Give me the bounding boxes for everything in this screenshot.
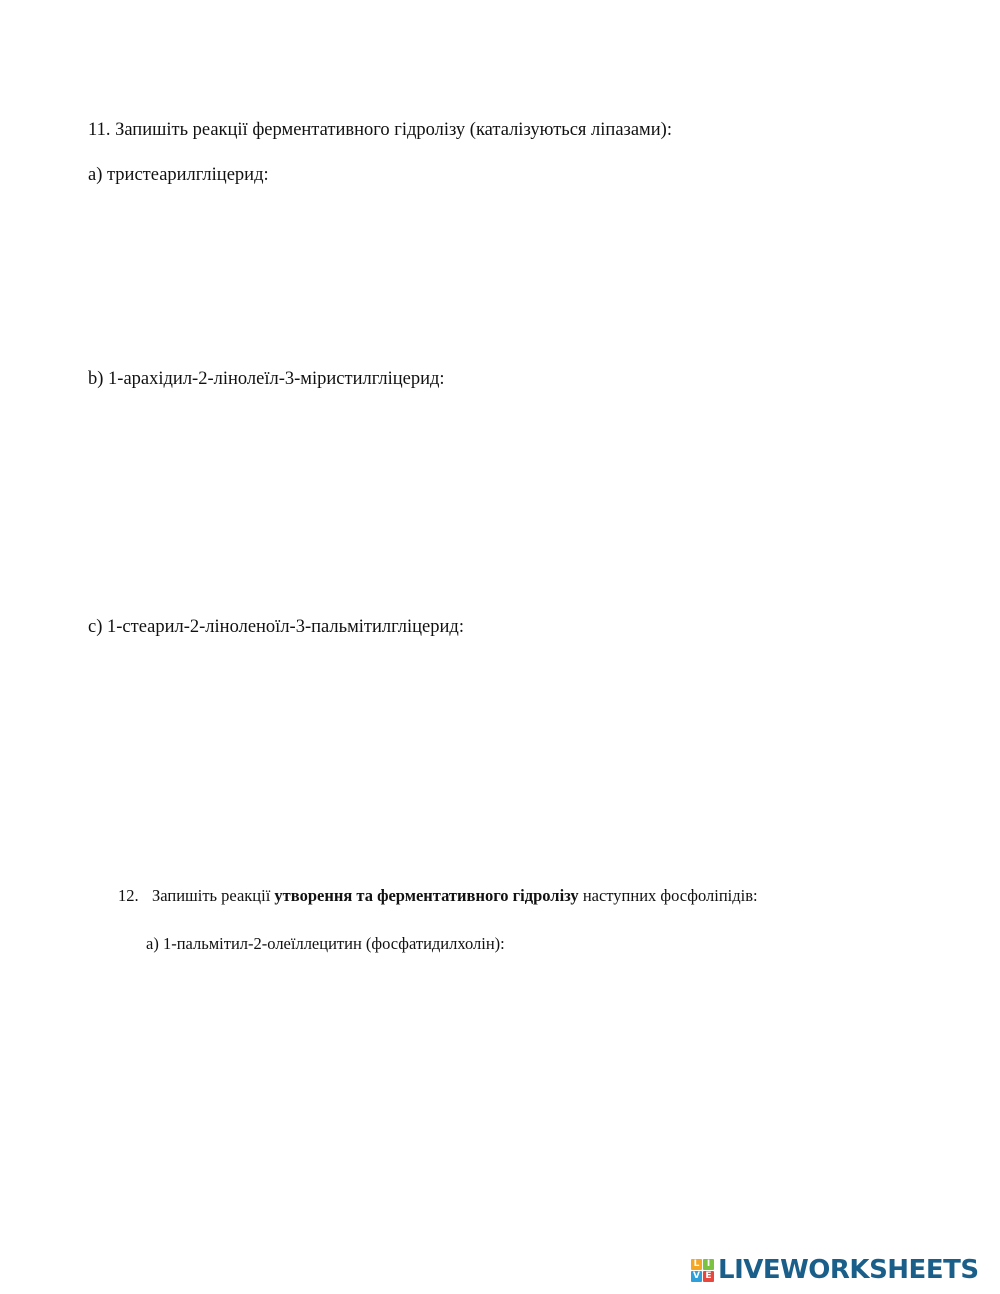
logo-letter-i: I <box>703 1259 714 1270</box>
task-12-rest: наступних фосфоліпідів: <box>582 886 758 905</box>
task-11-item-a: a) тристеарилгліцерид: <box>88 165 269 185</box>
task-12-intro: Запишіть реакції <box>152 886 271 905</box>
task-12-number: 12. <box>118 886 139 905</box>
liveworksheets-logo-icon <box>691 1259 714 1282</box>
logo-letter-l: L <box>691 1259 702 1270</box>
task-11-title: 11. Запишіть реакції ферментативного гідролізу (каталізуються ліпазами): <box>88 120 672 140</box>
logo-letter-e: E <box>703 1271 714 1282</box>
liveworksheets-logo-text: LIVEWORKSHEETS <box>718 1255 979 1285</box>
task-12-title <box>118 885 758 907</box>
task-12-bold-phrase: утворення та ферментативного гідролізу <box>274 886 579 905</box>
task-11-item-c: c) 1-стеарил-2-ліноленоїл-3-пальмітилгліцерид: <box>88 617 464 637</box>
task-11-item-b: b) 1-арахідил-2-лінолеїл-3-міристилгліцерид: <box>88 369 445 389</box>
liveworksheets-logo <box>691 1255 979 1285</box>
logo-letter-v: V <box>691 1271 702 1282</box>
task-12-item-a: a) 1-пальмітил-2-олеїллецитин (фосфатидилхолін): <box>146 934 505 953</box>
